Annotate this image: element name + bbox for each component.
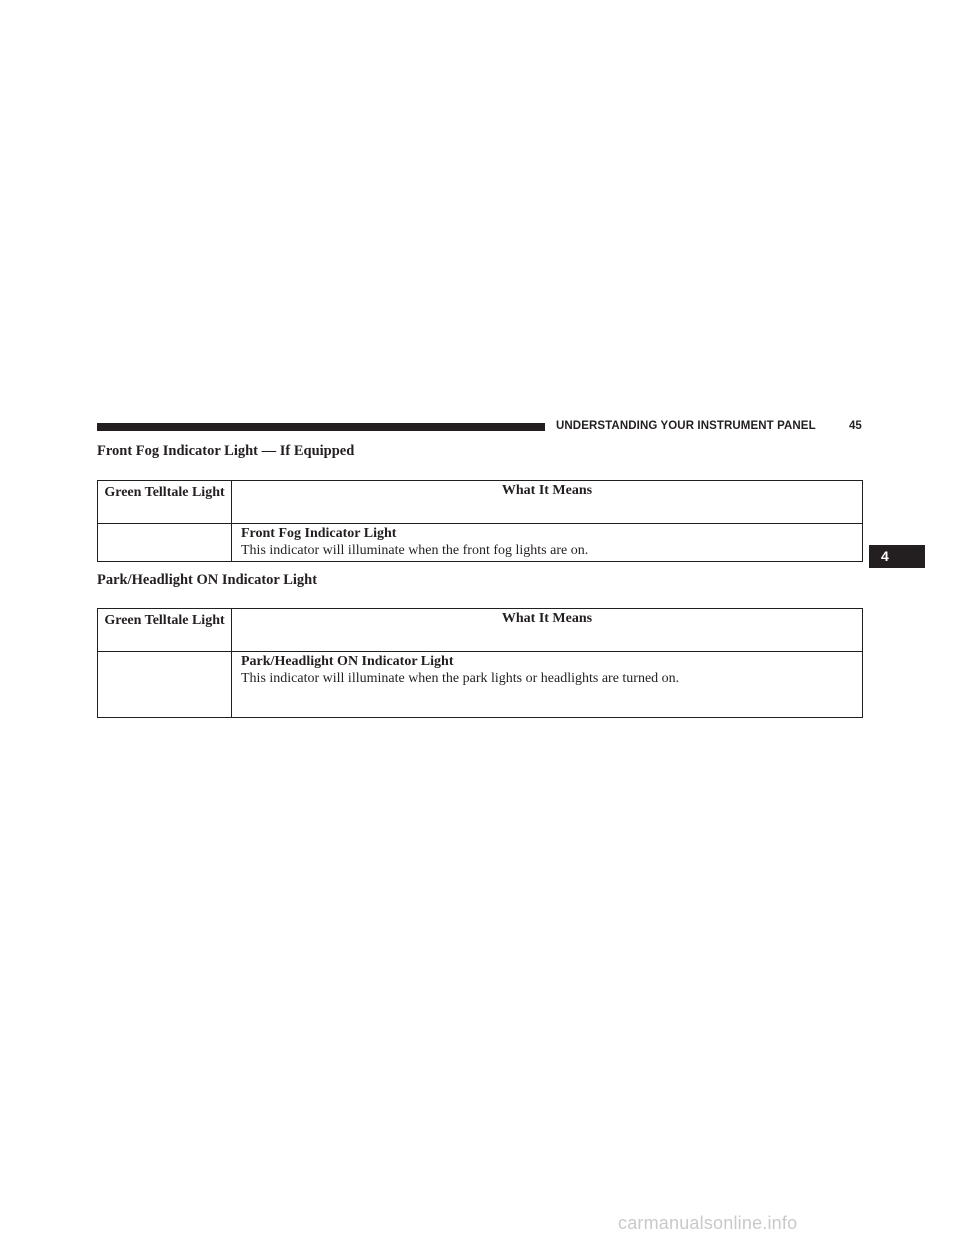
site-watermark: carmanualsonline.info [618, 1213, 798, 1233]
telltale-column-header: Green Telltale Light [98, 481, 232, 524]
table-row [98, 652, 863, 718]
meaning-cell [232, 652, 863, 718]
running-header: UNDERSTANDING YOUR INSTRUMENT PANEL [556, 420, 816, 432]
telltale-icon-cell [98, 524, 232, 562]
table-header-row [98, 481, 863, 524]
telltale-column-header: Green Telltale Light [98, 609, 232, 652]
page-number: 45 [849, 420, 862, 432]
indicator-description: This indicator will illuminate when the park lights or headlights are turned on. [241, 671, 680, 686]
table-row [98, 524, 863, 562]
meaning-cell [232, 524, 863, 562]
indicator-name: Park/Headlight ON Indicator Light [241, 654, 454, 669]
table-header-row [98, 609, 863, 652]
indicator-description: This indicator will illuminate when the front fog lights are on. [241, 543, 589, 558]
indicator-name: Front Fog Indicator Light [241, 526, 397, 541]
section-title-front-fog: Front Fog Indicator Light — If Equipped [97, 443, 355, 459]
header-rule [97, 423, 545, 431]
meaning-column-header: What It Means [232, 609, 863, 652]
chapter-tab: 4 [869, 545, 925, 568]
meaning-column-header: What It Means [232, 481, 863, 524]
telltale-icon-cell [98, 652, 232, 718]
park-headlight-indicator-table [97, 608, 863, 718]
section-title-park-headlight: Park/Headlight ON Indicator Light [97, 572, 318, 588]
front-fog-indicator-table [97, 480, 863, 562]
